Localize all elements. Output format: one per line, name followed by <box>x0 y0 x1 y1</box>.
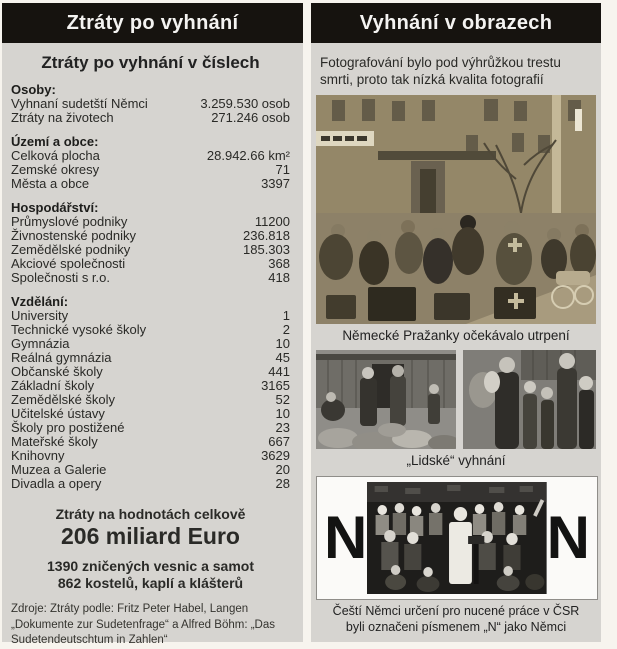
stat-label: Školy pro postižené <box>11 420 125 435</box>
left-panel <box>2 3 303 646</box>
stat-row <box>11 379 290 393</box>
n-photo-caption-line2: byli označeni písmenem „N“ jako Němci <box>345 619 567 634</box>
stat-label: Zemědělské podniky <box>11 242 131 257</box>
photo-forced-labour-group <box>367 482 546 594</box>
stat-label: University <box>11 308 69 323</box>
section-uzemi <box>11 135 290 191</box>
letter-n-left: N <box>324 504 368 571</box>
stat-value: 23 <box>275 420 290 435</box>
stat-row <box>11 463 290 477</box>
stat-row <box>11 477 290 491</box>
stat-value: 20 <box>275 462 290 477</box>
stat-row <box>11 271 290 285</box>
stat-value: 28.942.66 km² <box>206 148 290 163</box>
stat-row <box>11 407 290 421</box>
stat-label: Učitelské ústavy <box>11 406 105 421</box>
stat-value: 441 <box>268 364 290 379</box>
stat-value: 3397 <box>261 176 290 191</box>
left-header-band: Ztráty po vyhnání <box>2 3 303 43</box>
stat-value: 11200 <box>254 214 290 229</box>
stat-value: 3.259.530 osob <box>200 96 290 111</box>
source-note: Zdroje: Ztráty podle: Fritz Peter Habel, Langen „Dokumente zur Sudetenfrage“ a Alfred Böhm: „Das Sudetendeutschtum in Zahlen“ <box>11 603 275 646</box>
photo-mothers-children <box>463 350 596 449</box>
totals-heading: Ztráty na hodnotách celkově <box>55 506 246 522</box>
stat-row <box>11 215 290 229</box>
stat-row <box>11 257 290 271</box>
stat-label: Základní školy <box>11 378 95 393</box>
photo-intro-text: Fotografování bylo pod výhrůžkou trestu smrti, proto tak nízká kvalita fotografií <box>320 55 561 87</box>
stat-value: 3629 <box>261 448 290 463</box>
section-title: Území a obce: <box>11 134 99 149</box>
photo-pair-caption: „Lidské“ vyhnání <box>406 453 506 468</box>
stat-row <box>11 309 290 323</box>
stat-label: Společnosti s r.o. <box>11 270 110 285</box>
stat-label: Muzea a Galerie <box>11 462 107 477</box>
stat-label: Ztráty na životech <box>11 110 114 125</box>
stat-label: Města a obce <box>11 176 90 191</box>
stat-row <box>11 351 290 365</box>
stat-value: 71 <box>275 162 290 177</box>
stat-row <box>11 111 290 125</box>
stat-value: 28 <box>275 476 290 491</box>
right-header-band: Vyhnání v obrazech <box>311 3 601 43</box>
stat-value: 418 <box>268 270 290 285</box>
stat-row <box>11 421 290 435</box>
stat-row <box>11 323 290 337</box>
stat-label: Živnostenské podniky <box>11 228 137 243</box>
stat-label: Akciové společnosti <box>11 256 126 271</box>
stat-value: 185.303 <box>243 242 290 257</box>
stat-label: Reálná gymnázia <box>11 350 112 365</box>
stat-row <box>11 435 290 449</box>
section-osoby <box>11 83 290 125</box>
stat-row <box>11 449 290 463</box>
stat-value: 45 <box>275 350 290 365</box>
stat-row <box>11 149 290 163</box>
photo-pair <box>316 350 596 449</box>
totals-amount: 206 miliard Euro <box>61 523 240 549</box>
stat-row <box>11 229 290 243</box>
stat-value: 52 <box>275 392 290 407</box>
stat-label: Divadla a opery <box>11 476 102 491</box>
stat-label: Technické vysoké školy <box>11 322 147 337</box>
stat-label: Celková plocha <box>11 148 100 163</box>
n-photo-caption-line1: Čeští Němci určení pro nucené práce v ČSR <box>332 604 580 618</box>
section-vzdelani <box>11 295 290 491</box>
stat-value: 2 <box>282 322 290 337</box>
stat-label: Gymnázia <box>11 336 70 351</box>
stat-value: 10 <box>275 406 290 421</box>
stat-row <box>11 97 290 111</box>
stat-value: 10 <box>275 336 290 351</box>
stat-value: 368 <box>268 256 290 271</box>
right-content <box>311 54 601 635</box>
stat-label: Zemědělské školy <box>11 392 116 407</box>
stat-row <box>11 393 290 407</box>
stat-value: 271.246 osob <box>211 110 290 125</box>
stat-row <box>11 163 290 177</box>
section-hospodarstvi <box>11 201 290 285</box>
left-subtitle: Ztráty po vyhnání v číslech <box>41 53 260 72</box>
stat-value: 3165 <box>261 378 290 393</box>
stat-value: 236.818 <box>243 228 290 243</box>
stat-row <box>11 177 290 191</box>
letter-n-right: N <box>546 504 590 571</box>
photo-prague-women-caption: Německé Pražanky očekávalo utrpení <box>342 328 570 343</box>
stat-label: Knihovny <box>11 448 65 463</box>
left-content <box>2 53 303 649</box>
stat-value: 1 <box>282 308 290 323</box>
stat-label: Mateřské školy <box>11 434 98 449</box>
photo-prague-women <box>316 95 596 324</box>
section-title: Osoby: <box>11 82 56 97</box>
stat-value: 667 <box>268 434 290 449</box>
totals-villages: 1390 zničených vesnic a samot <box>47 558 254 574</box>
stat-row <box>11 337 290 351</box>
n-photo-caption <box>316 604 596 635</box>
stat-row <box>11 243 290 257</box>
stat-label: Vyhnaní sudetští Němci <box>11 96 148 111</box>
stat-label: Průmyslové podniky <box>11 214 128 229</box>
section-title: Vzdělání: <box>11 294 69 309</box>
section-title: Hospodářství: <box>11 200 99 215</box>
stat-row <box>11 365 290 379</box>
photo-boxcar-belongings <box>316 350 456 449</box>
n-marked-photo-box <box>316 476 598 600</box>
right-panel <box>311 3 601 642</box>
stat-label: Zemské okresy <box>11 162 100 177</box>
totals-churches: 862 kostelů, kaplí a klášterů <box>57 575 244 591</box>
stat-label: Občanské školy <box>11 364 103 379</box>
